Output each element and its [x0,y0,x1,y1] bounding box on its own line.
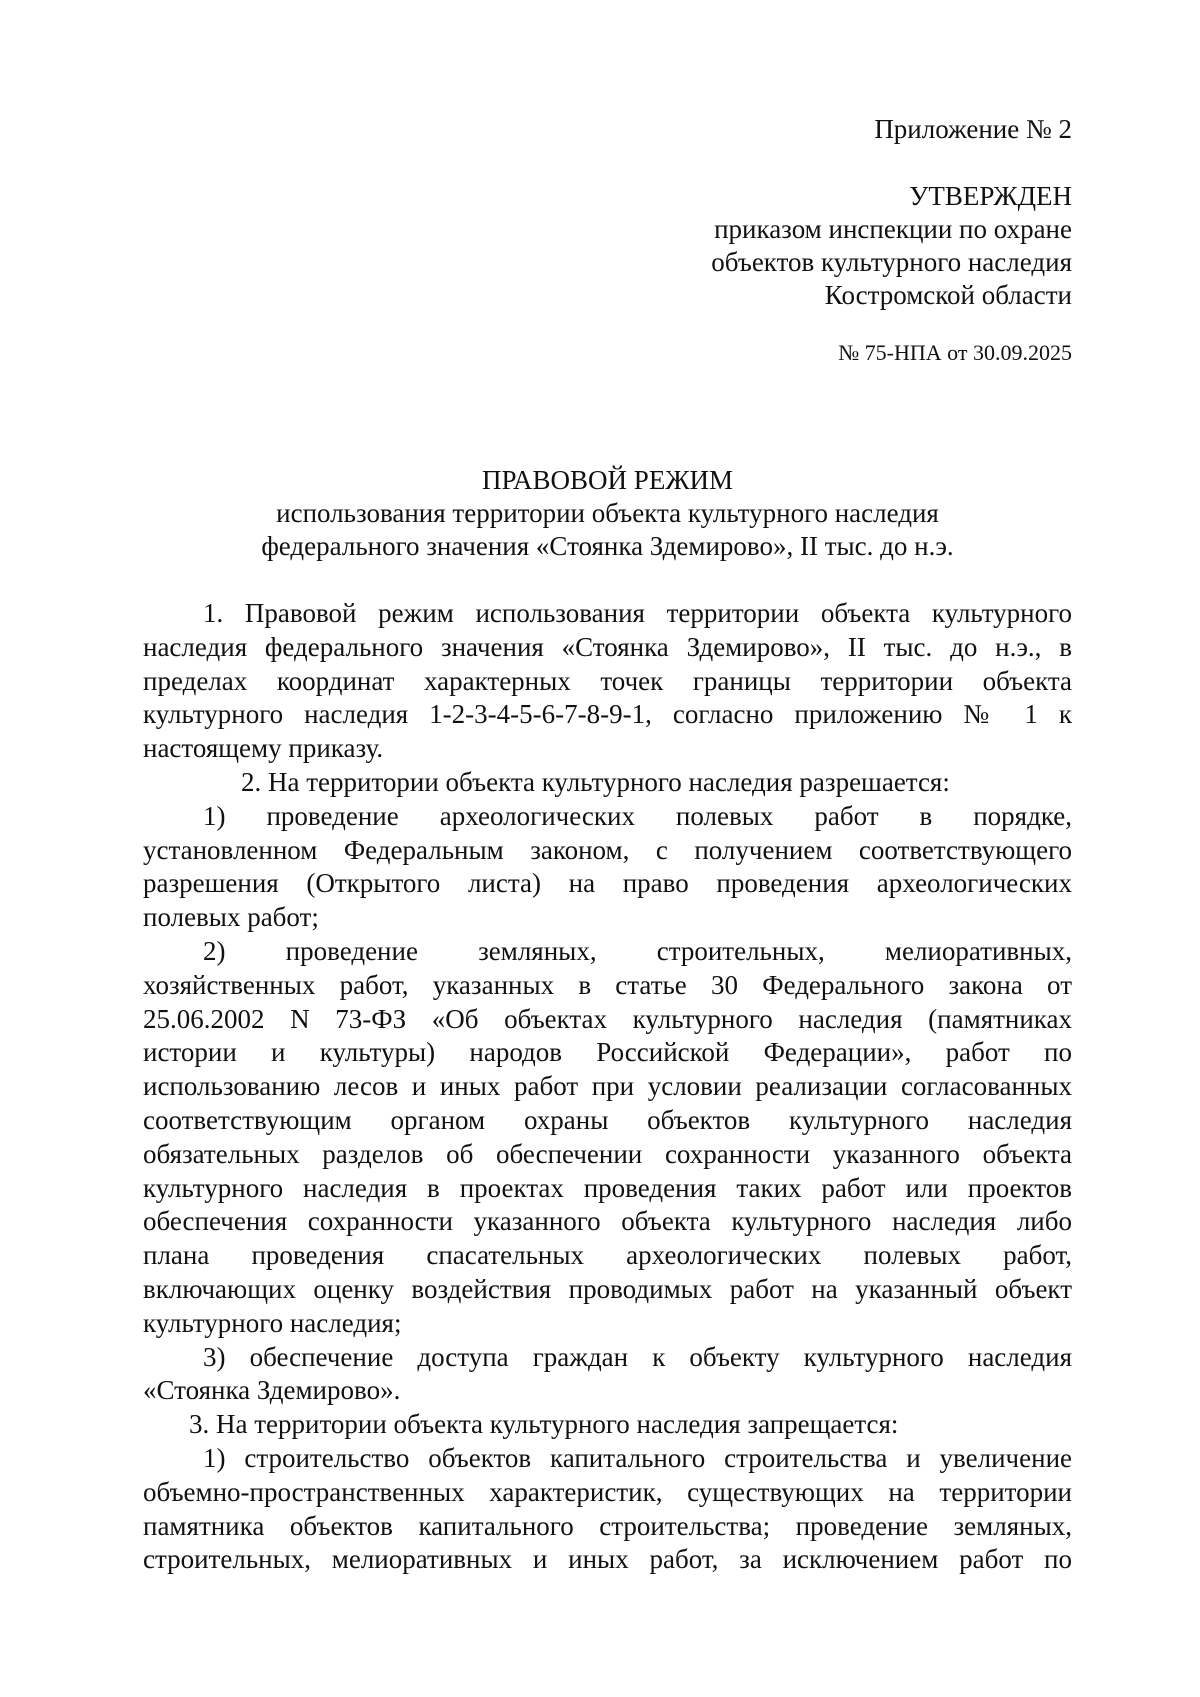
item-3-1-line: строительных, мелиоративных и иных работ, за исключением работ по [143,1544,1072,1575]
document-body [143,597,1072,1577]
title-heading: ПРАВОВОЙ РЕЖИМ [481,465,734,495]
item-2-2-line: соответствующим органом охраны объектов культурного наследия [143,1104,1072,1135]
item-2-2-line: культурного наследия в проектах проведения таких работ или проектов [143,1172,1072,1203]
item-2-2-line: хозяйственных работ, указанных в статье 30 Федерального закона от [143,969,1072,1000]
approved-by-line: Костромской области [824,280,1072,310]
title-subtitle-line: федерального значения «Стоянка Здемирово», II тыс. до н.э. [261,531,954,561]
item-3-1-line: объемно-пространственных характеристик, существующих на территории [143,1476,1072,1507]
document-title [143,464,1072,563]
item-2-1-line: разрешения (Открытого листа) на право проведения археологических [143,868,1072,899]
item-2-1-line: установленном Федеральным законом, с получением соответствующего [143,834,1072,865]
item-2-2-line: обеспечения сохранности указанного объекта культурного наследия либо [143,1206,1072,1237]
item-2-2-line: 25.06.2002 N 73-ФЗ «Об объектах культурного наследия (памятниках [143,1003,1072,1034]
approved-stamp-text: УТВЕРЖДЕН [909,181,1072,211]
approved-by-line: приказом инспекции по охране [714,214,1072,244]
appendix-text: Приложение № 2 [874,114,1072,144]
item-3-1-line: 1) строительство объектов капитального строительства и увеличение [203,1442,1072,1473]
paragraph-2-line: 2. На территории объекта культурного наследия разрешается: [241,766,950,797]
item-2-2-line: включающих оценку воздействия проводимых работ на указанный объект [143,1273,1072,1304]
paragraph-1-line: пределах координат характерных точек границы территории объекта [143,665,1072,696]
title-subtitle-line: использования территории объекта культурного наследия [276,498,939,528]
item-2-3-line: 3) обеспечение доступа граждан к объекту культурного наследия [203,1341,1072,1372]
approval-block [500,180,1072,312]
approved-by-line: объектов культурного наследия [711,247,1072,277]
item-2-2-line: использованию лесов и иных работ при условии реализации согласованных [143,1071,1072,1102]
paragraph-3-line: 3. На территории объекта культурного наследия запрещается: [189,1409,899,1440]
item-2-2-line: плана проведения спасательных археологических полевых работ, [143,1240,1072,1271]
item-2-2-line: истории и культуры) народов Российской Федерации», работ по [143,1037,1072,1068]
item-2-2-line: культурного наследия; [143,1307,402,1338]
paragraph-1-line: наследия федерального значения «Стоянка Здемирово», II тыс. до н.э., в [143,631,1072,662]
paragraph-1-line: 1. Правовой режим использования территории объекта культурного [203,598,1072,628]
order-number: № 75-НПА от 30.09.2025 [838,340,1072,365]
item-2-3-line: «Стоянка Здемирово». [143,1375,401,1406]
item-2-1-line: 1) проведение археологических полевых работ в порядке, [203,800,1072,831]
paragraph-1-line: культурного наследия 1-2-3-4-5-6-7-8-9-1, согласно приложению № 1 к [143,699,1072,730]
appendix-label [500,113,1072,146]
item-2-1-line: полевых работ; [143,902,319,933]
item-2-2-line: обязательных разделов об обеспечении сохранности указанного объекта [143,1138,1072,1169]
item-3-1-line: памятника объектов капитального строительства; проведение земляных, [143,1510,1072,1541]
item-2-2-line: 2) проведение земляных, строительных, мелиоративных, [203,935,1072,966]
paragraph-1-line: настоящему приказу. [143,733,384,764]
